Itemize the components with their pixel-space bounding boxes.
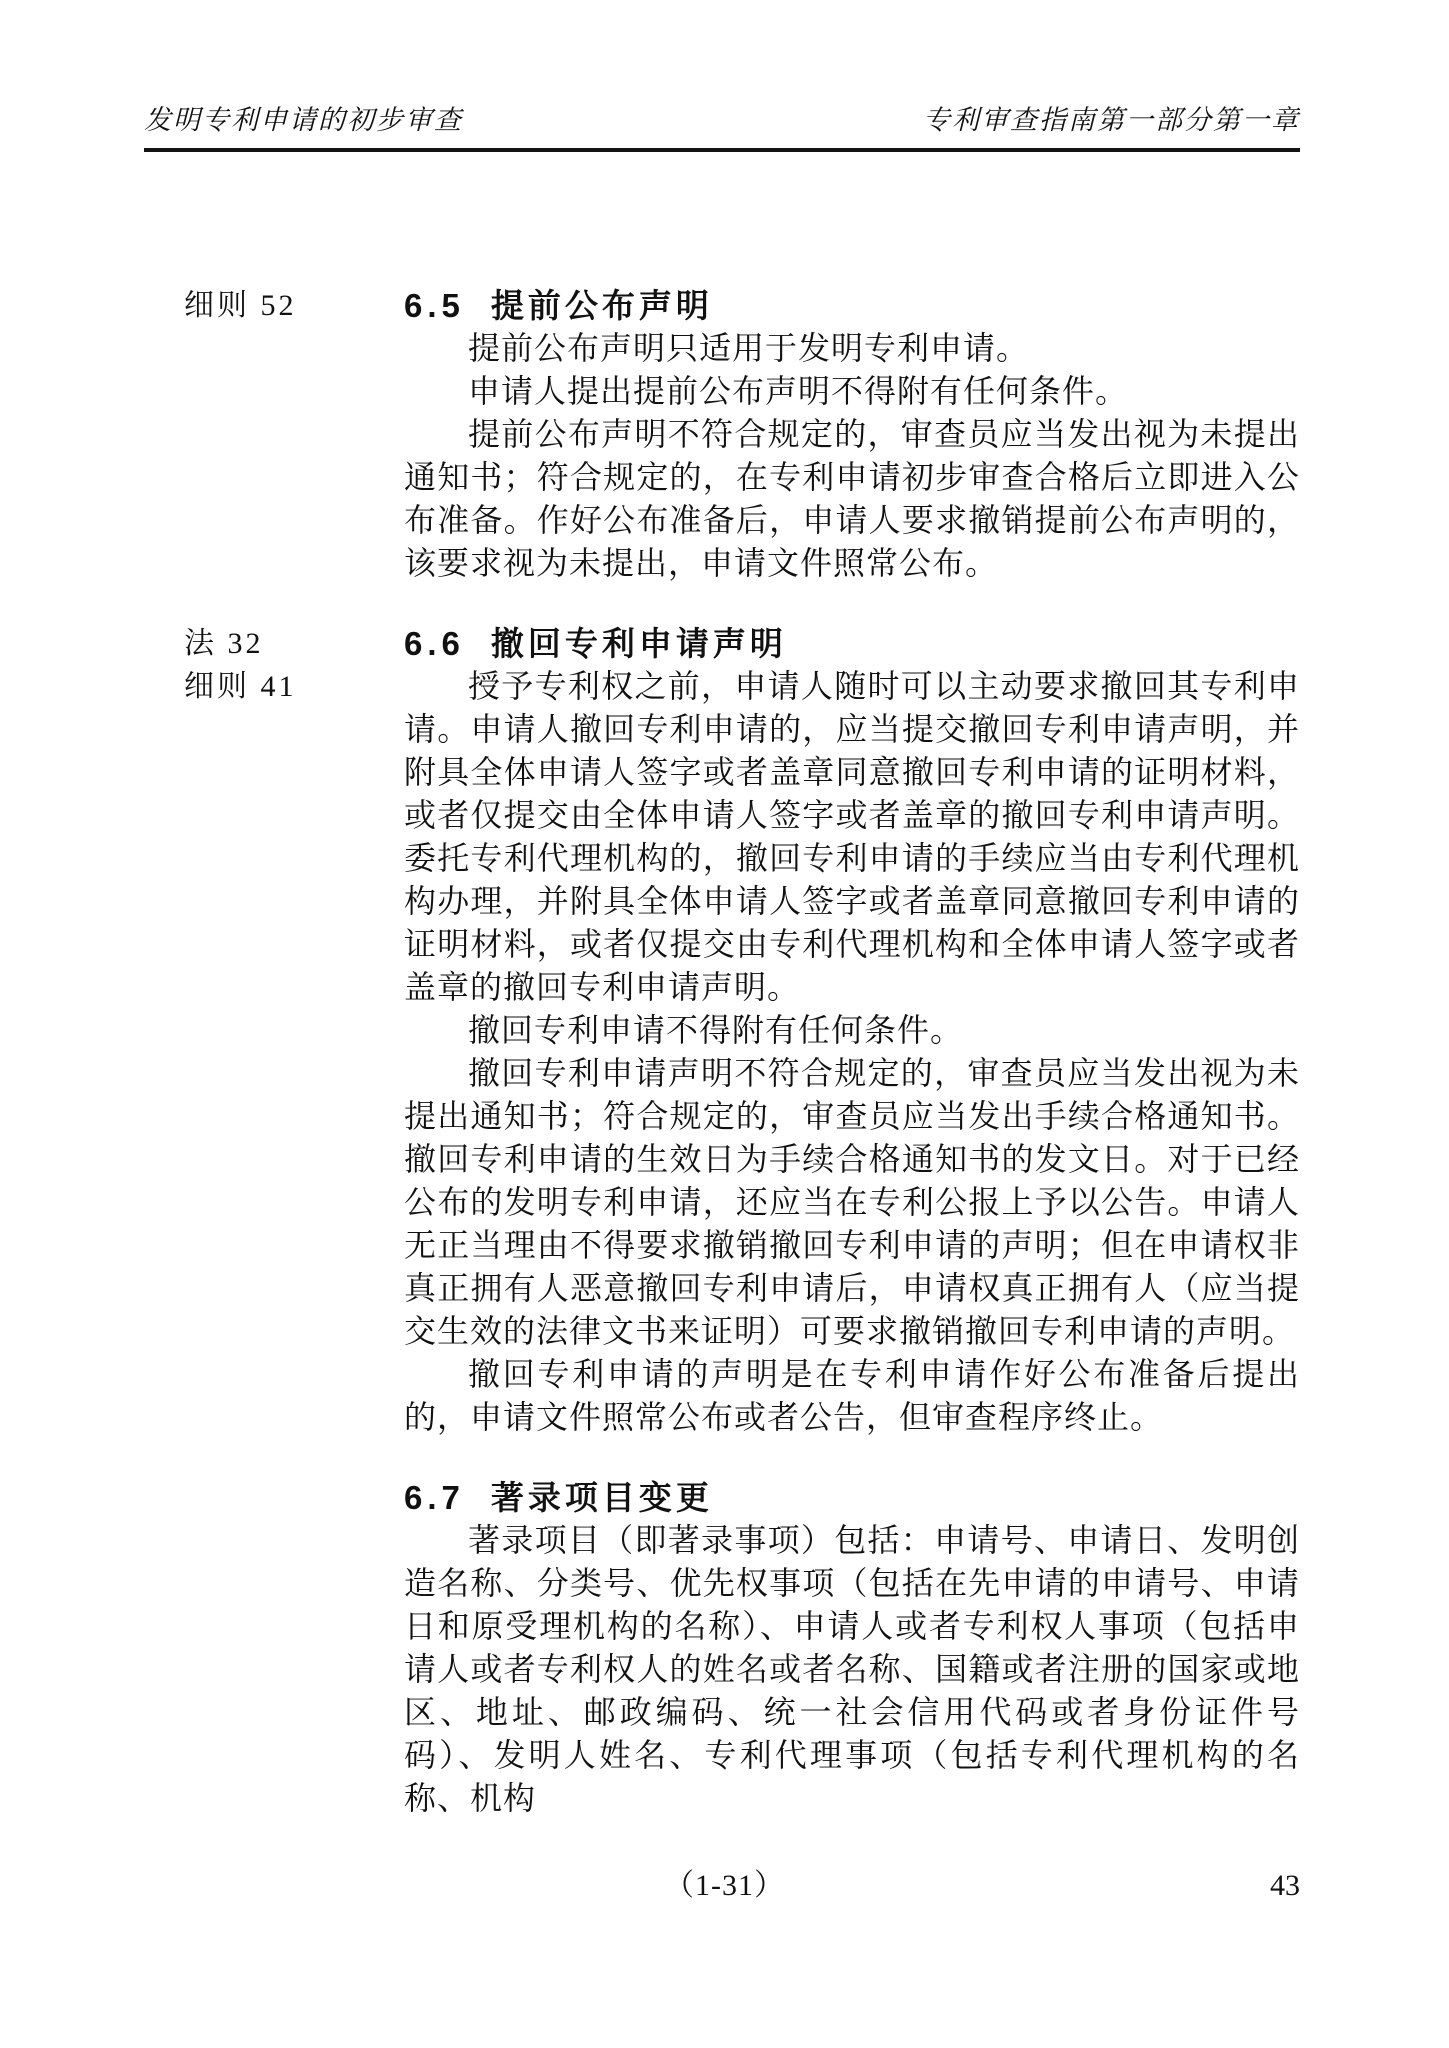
section-heading [404,284,1300,327]
section-6-6 [184,622,1300,1439]
header-right-title: 专利审查指南第一部分第一章 [923,105,1300,135]
page-footer [0,1866,1449,1906]
page-header [144,104,1300,152]
margin-notes [184,622,394,708]
section-number: 6.6 [404,625,465,662]
margin-note-law-32: 法 32 [184,627,264,660]
paragraph: 著录项目（即著录事项）包括：申请号、申请日、发明创造名称、分类号、优先权事项（包括在先申请的申请号、申请日和原受理机构的名称）、申请人或者专利权人事项（包括申请人或者专利权人的姓名或者名称、国籍或者注册的国家或地区、地址、邮政编码、统一社会信用代码或者身份证件号码）、发明人姓名、专利代理事项（包括专利代理机构的名称、机构 [404,1522,1300,1816]
margin-note-rule-41: 细则 41 [184,670,297,703]
section-title: 撤回专利申请声明 [490,625,787,662]
header-left-title: 发明专利申请的初步审查 [144,105,463,135]
paragraph: 撤回专利申请的声明是在专利申请作好公布准备后提出的，申请文件照常公布或者公告，但审查程序终止。 [404,1356,1300,1435]
margin-notes [184,284,394,327]
section-heading [404,622,1300,665]
footer-center-label: （1-31） [664,1869,785,1902]
section-heading [404,1476,1300,1519]
paragraph: 提前公布声明不符合规定的，审查员应当发出视为未提出通知书；符合规定的，在专利申请初步审查合格后立即进入公布准备。作好公布准备后，申请人要求撤销提前公布声明的，该要求视为未提出，申请文件照常公布。 [404,416,1300,581]
paragraph: 授予专利权之前，申请人随时可以主动要求撤回其专利申请。申请人撤回专利申请的，应当提交撤回专利申请声明，并附具全体申请人签字或者盖章同意撤回专利申请的证明材料，或者仅提交由全体申请人签字或者盖章的撤回专利申请声明。委托专利代理机构的，撤回专利申请的手续应当由专利代理机构办理，并附具全体申请人签字或者盖章同意撤回专利申请的证明材料，或者仅提交由专利代理机构和全体申请人签字或者盖章的撤回专利申请声明。 [404,668,1300,1005]
section-6-5 [184,284,1300,585]
document-body [184,284,1300,1820]
paragraph: 提前公布声明只适用于发明专利申请。 [468,330,1030,366]
section-6-7 [404,1476,1300,1820]
section-number: 6.5 [404,287,465,324]
paragraph: 撤回专利申请不得附有任何条件。 [468,1012,964,1048]
section-title: 提前公布声明 [490,287,713,324]
section-title: 著录项目变更 [490,1479,713,1516]
paragraph: 申请人提出提前公布声明不得附有任何条件。 [468,373,1129,409]
section-number: 6.7 [404,1479,465,1516]
page-number: 43 [1270,1869,1300,1902]
margin-note-rule-52: 细则 52 [184,289,297,322]
paragraph: 撤回专利申请声明不符合规定的，审查员应当发出视为未提出通知书；符合规定的，审查员应当发出手续合格通知书。撤回专利申请的生效日为手续合格通知书的发文日。对于已经公布的发明专利申请，还应当在专利公报上予以公告。申请人无正当理由不得要求撤销撤回专利申请的声明；但在申请权非真正拥有人恶意撤回专利申请后，申请权真正拥有人（应当提交生效的法律文书来证明）可要求撤销撤回专利申请的声明。 [404,1055,1300,1349]
